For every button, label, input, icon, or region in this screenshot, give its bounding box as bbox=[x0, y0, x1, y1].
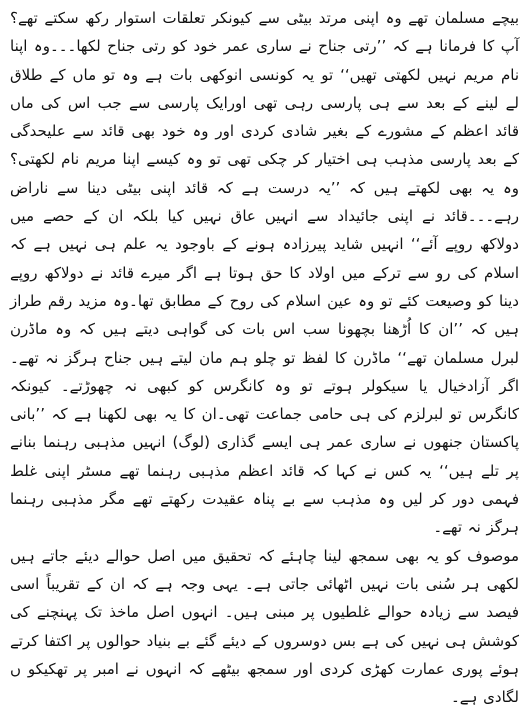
paragraph-1: بیچے مسلمان تھے وہ اپنی مرتد بیٹی سے کیونکر تعلقات استوار رکھ سکتے تھے؟ آپ کا فرمانا ہے کہ ’’رتی جناح نے ساری عمر خود کو رتی جناح لکھا۔۔۔وہ اپنا نام مریم نہیں لکھتی تھیں‘‘ تو یہ کونسی انوکھی بات ہے وہ تو ماں کے طلاق لے لینے کے بعد سے ہی پارسی رہی تھی اورایک پارسی سے جب اس کی ماں قائد اعظم کے مشورے کے بغیر شادی کردی اور وہ خود بھی قائد سے علیحدگی کے بعد پارسی مذہب ہی اختیار کر چکی تھی تو وہ کیسے اپنا مریم نام لکھتی؟ وہ یہ بھی لکھتے ہیں کہ ’’یہ درست ہے کہ قائد اپنی بیٹی دینا سے ناراض رہے۔۔۔قائد نے اپنی جائیداد سے انہیں عاق نہیں کیا بلکہ ان کے حصے میں دولاکھ روپے آئے‘‘ انہیں شاید پیرزادہ ہونے کے باوجود یہ علم ہی نہیں ہے کہ اسلام کی رو سے ترکے میں اولاد کا حق ہوتا ہے اگر میرے قائد نے دولاکھ روپے دینا کو وصیعت کئے تو وہ عین اسلام کی روح کے مطابق تھا۔وہ مزید رقم طراز ہیں کہ ’’ان کا اُڑھنا بچھونا سب اس بات کی گواہی دیتے ہیں کہ وہ ماڈرن لبرل مسلمان تھے‘‘ ماڈرن کا لفظ تو چلو ہم مان لیتے ہیں جناح ہرگز نہ تھے۔ اگر آزادخیال یا سیکولر ہوتے تو وہ کانگرس کو کبھی نہ چھوڑتے۔ کیونکہ کانگرس تو لبرلزم کی ہی حامی جماعت تھی۔ان کا یہ بھی لکھنا ہے کہ ’’بانی پاکستان جنھوں نے ساری عمر ہی ایسے گذاری (لوگ) انہیں مذہبی رہنما بنانے پر تلے ہیں‘‘ یہ کس نے کہا کہ قائد اعظم مذہبی رہنما تھے مسٹر اپنی غلط فہمی دور کر لیں وہ مذہب سے بے پناہ عقیدت رکھتے تھے مگر مذہبی رہنما ہرگز نہ تھے۔ bbox=[10, 9, 519, 537]
paragraph-2: موصوف کو یہ بھی سمجھ لینا چاہئے کہ تحقیق میں اصل حوالے دیئے جاتے ہیں لکھی ہر سُنی بات نہیں اٹھائی جاتی ہے۔ یہی وجہ ہے کہ ان کے تقریباً اسی فیصد سے زیادہ حوالے غلطیوں پر مبنی ہیں۔ انہوں اصل ماخذ تک پہنچنے کی کوشش ہی نہیں کی ہے بس دوسروں کے دیئے گئے بے بنیاد حوالوں پر اکتفا کرتے ہوئے پوری عمارت کھڑی کردی اور سمجھ بیٹھے کہ انہوں نے امبر پر تھکیکو ں لگادی ہے۔ bbox=[10, 546, 519, 707]
article-body bbox=[10, 4, 519, 711]
